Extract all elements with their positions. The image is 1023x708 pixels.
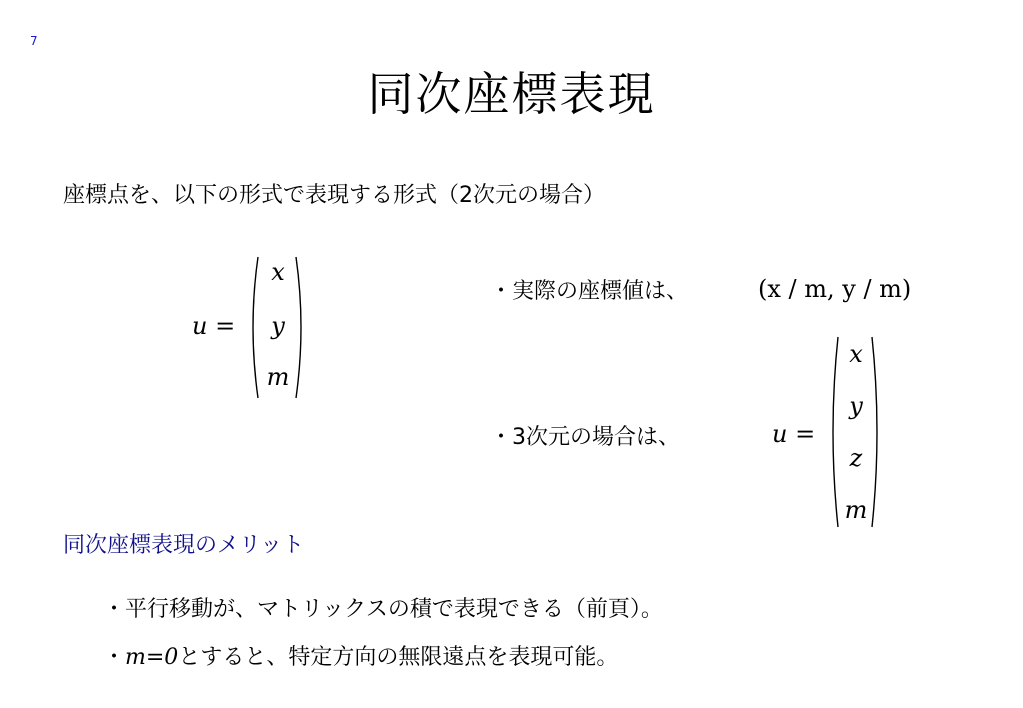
merit-item-translation: ・平行移動が、マトリックスの積で表現できる（前頁）。 xyxy=(103,597,663,622)
vector-3d-entry-m: m xyxy=(844,496,868,524)
merit-item-text: とすると、特定方向の無限遠点を表現可能。 xyxy=(178,645,619,670)
merit-math-m0: m=0 xyxy=(125,645,179,670)
merit-item-infinity xyxy=(103,640,618,671)
right-paren xyxy=(294,255,308,400)
vector-2d-entry-y: y xyxy=(271,312,285,340)
vector-3d-entry-z: z xyxy=(849,444,863,472)
right-paren xyxy=(870,335,884,529)
vector-3d-lhs: u = xyxy=(772,420,816,448)
page-number: 7 xyxy=(30,34,38,48)
merits-heading: 同次座標表現のメリット xyxy=(63,533,305,558)
actual-coords-expression: (x / m, y / m) xyxy=(758,275,912,303)
vector-3d-label: ・3次元の場合は、 xyxy=(490,425,680,450)
vector-2d-entry-x: x xyxy=(271,258,285,286)
vector-3d-entry-y: y xyxy=(849,392,863,420)
vector-2d-lhs: u = xyxy=(192,312,236,340)
actual-coords-label: ・実際の座標値は、 xyxy=(490,279,689,304)
merit-bullet: ・ xyxy=(103,645,126,670)
intro-text: 座標点を、以下の形式で表現する形式（2次元の場合） xyxy=(63,183,605,208)
vector-2d-entry-m: m xyxy=(266,363,290,391)
slide-title: 同次座標表現 xyxy=(367,67,656,121)
vector-3d-entry-x: x xyxy=(849,340,863,368)
